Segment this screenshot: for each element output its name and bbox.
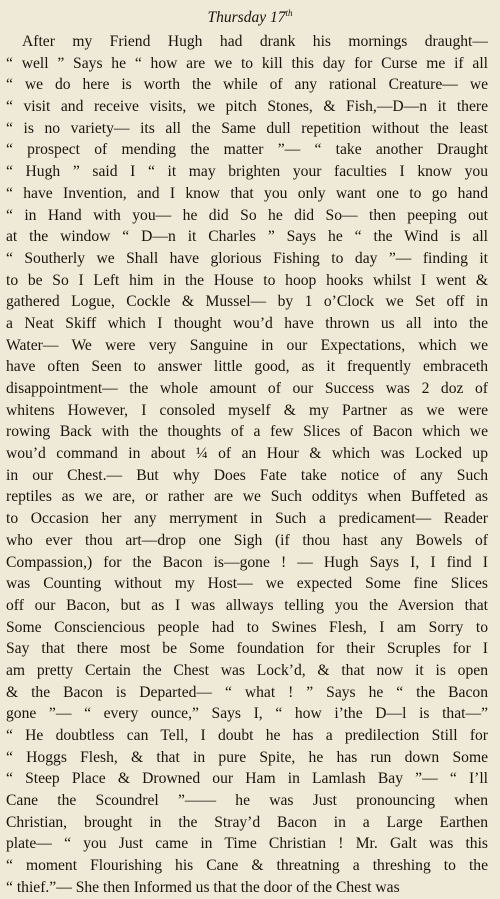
text-line: Cane the Scoundrel ”—— he was Just pronouncing when (6, 792, 488, 810)
text-line: to be So I Left him in the House to hoop hooks whilst I went & (6, 271, 488, 289)
text-line: “ Steep Place & Drowned our Ham in Lamlash Bay ”— “ I’ll (6, 770, 488, 788)
text-line: “ visit and receive visits, we pitch Stones, & Fish,—D—n it there (6, 98, 488, 116)
text-line: was Counting without my Host— we expected Some fine Slices (6, 575, 488, 593)
text-line: “ we do here is worth the while of any rational Creature— we (6, 76, 488, 94)
text-line: “ is no variety— its all the Same dull repetition without the least (6, 119, 488, 137)
text-line: whitens However, I consoled myself & my Partner as we were (6, 401, 488, 419)
text-line: “ He doubtless can Tell, I doubt he has a predilection Still for (6, 727, 488, 744)
text-line: to Occasion her any merryment in Such a predicament— Reader (6, 510, 488, 528)
text-line: who ever thou art—drop one Sigh (if thou hast any Bowels of (6, 531, 488, 549)
text-line: “ Hugh ” said I “ it may brighten your faculties I know you (6, 163, 488, 181)
text-line: “ prospect of mending the matter ”— “ take another Draught (6, 141, 488, 159)
text-line: Water— We were very Sanguine in our Expectations, which we (6, 336, 488, 354)
text-line: “ Southerly we Shall have glorious Fishing to day ”— finding it (6, 249, 488, 267)
text-line: & the Bacon is Departed— “ what ! ” Says he “ the Bacon (6, 683, 488, 701)
text-line: am pretty Certain the Chest was Lock’d, & that now it is open (6, 661, 488, 679)
text-line: rowing Back with the thoughts of a few Slices of Bacon which we (6, 423, 488, 441)
text-line: gone ”— “ every ounce,” Says I, “ how i’the D—l is that—” (6, 705, 488, 723)
heading-text: Thursday 17 (207, 9, 286, 26)
text-line: “ well ” Says he “ how are we to kill this day for Curse me if all (6, 54, 488, 72)
text-line: Some Consciencious people had to Swines Flesh, I am Sorry to (6, 618, 488, 636)
text-line: “ thief.”— She then Informed us that the door of the Chest was (6, 878, 400, 896)
diary-entry-text (6, 31, 488, 899)
text-line: have often Seen to answer little good, as it frequently embraceth (6, 358, 488, 376)
text-line: off our Bacon, but as I was allways telling you the Aversion that (6, 596, 488, 614)
text-line: in our Chest.— But why Does Fate take notice of any Such (6, 466, 488, 484)
text-line: at the window “ D—n it Charles ” Says he “ the Wind is all (6, 228, 488, 246)
text-line: reptiles as we are, or rather are we Such odditys when Buffeted as (6, 488, 488, 506)
text-line: “ Hoggs Flesh, & that in pure Spite, he has run down Some (6, 748, 488, 766)
text-line: Christian, brought in the Stray’d Bacon in a Large Earthen (6, 813, 488, 831)
text-line: wou’d command in about ¼ of an Hour & which was Locked up (6, 445, 488, 463)
text-line: After my Friend Hugh had drank his mornings draught— (22, 33, 488, 50)
text-line: plate— “ you Just came in Time Christian ! Mr. Galt was this (6, 835, 488, 853)
text-line: “ moment Flourishing his Cane & threatning a threshing to the (6, 857, 488, 875)
text-line: gathered Logue, Cockle & Mussel— by 1 o’Clock we Set off in (6, 293, 488, 311)
text-line: a Neat Skiff which I thought wou’d have thrown us all into the (6, 314, 488, 332)
text-line: “ have Invention, and I know that you only want one to go hand (6, 184, 488, 202)
page-heading (0, 4, 500, 27)
text-line: Compassion,) for the Bacon is—gone ! — Hugh Says I, I find I (6, 553, 488, 571)
text-line: disappointment— the whole amount of our Success was 2 doz of (6, 380, 488, 397)
text-line: Say that there most be Some foundation for their Scruples for I (6, 640, 488, 658)
heading-superscript: th (285, 8, 293, 18)
text-line: “ in Hand with you— he did So he did So— then peeping out (6, 206, 488, 224)
